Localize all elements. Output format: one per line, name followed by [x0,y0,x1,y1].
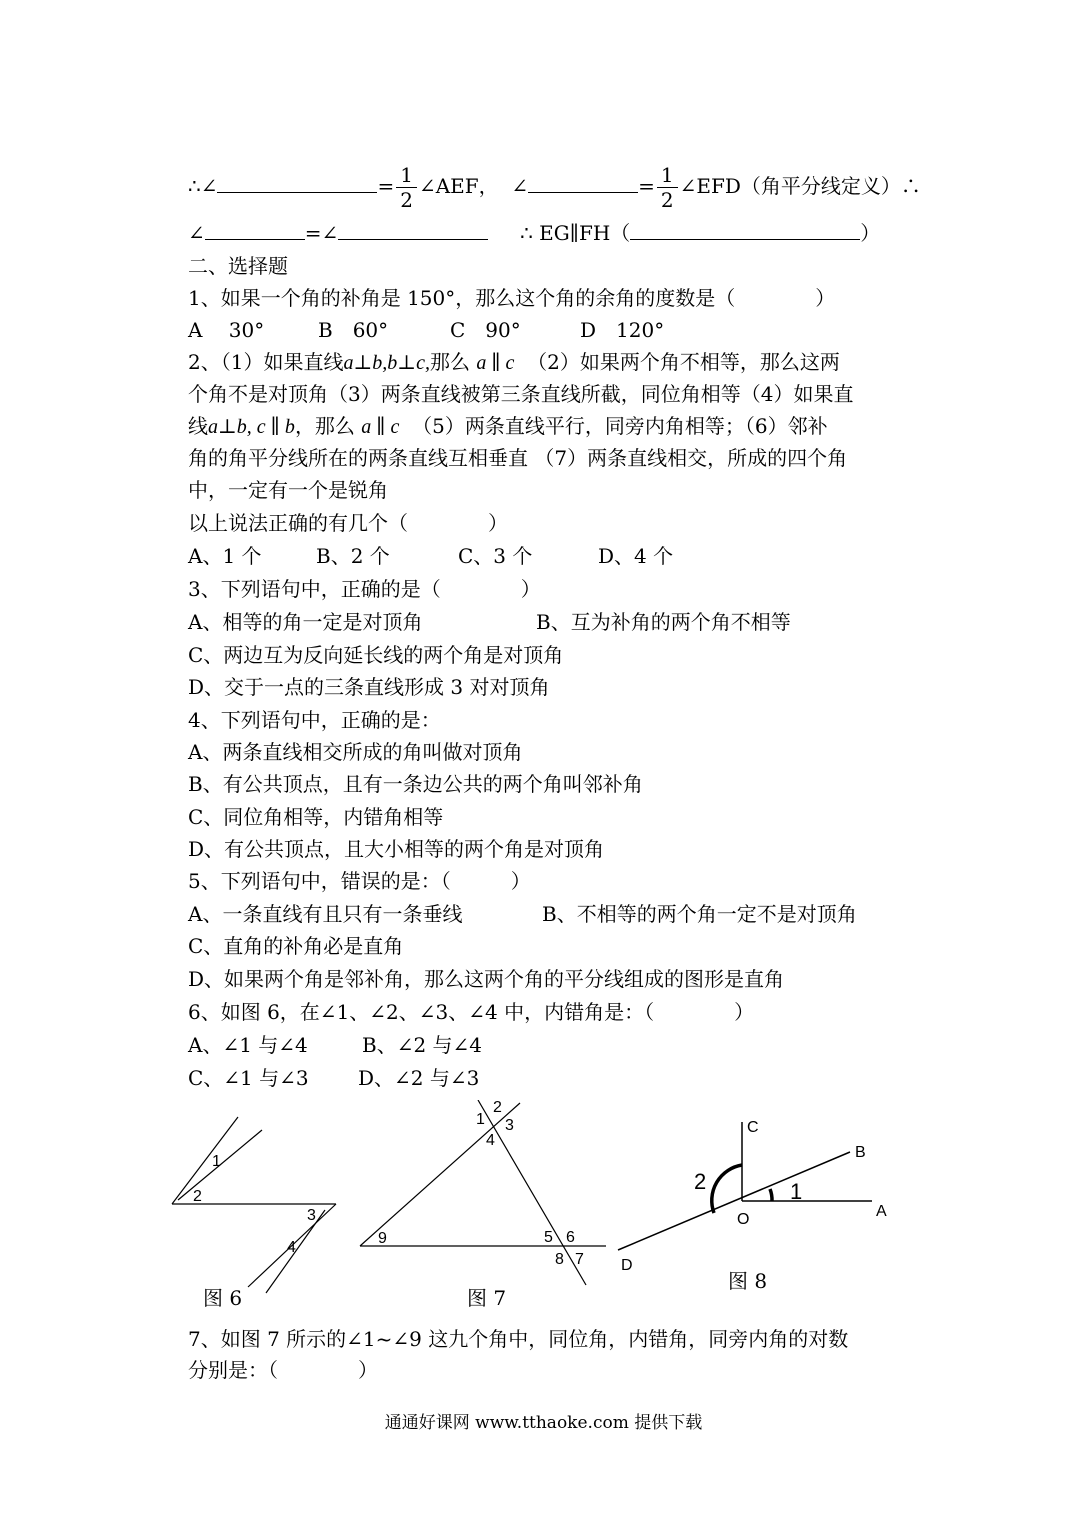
fig7-angle-8: 8 [555,1251,564,1268]
fig7-angle-7: 7 [575,1251,584,1268]
figure-7-caption: 图 7 [467,1286,507,1310]
question-text: （5）两条直线平行，同旁内角相等；（6）邻补 [412,414,828,438]
fraction-denominator: 2 [400,188,413,212]
option-d[interactable]: D、4 个 [598,544,674,568]
question-5-options-ab [188,899,857,929]
option-a[interactable]: A 30° [188,318,265,342]
question-5: 5、下列语句中，错误的是：（ ） [188,869,531,893]
proof-text: ∴ EG∥FH（ [520,221,631,245]
fig8-point-d: D [621,1257,633,1274]
fig7-angle-6: 6 [566,1229,575,1246]
fig6-line [172,1117,238,1204]
fig7-angle-5: 5 [544,1229,553,1246]
option-d[interactable]: D 120° [580,318,665,342]
figure-6-caption: 图 6 [203,1286,243,1310]
option-a[interactable]: A、两条直线相交所成的角叫做对顶角 [188,740,523,764]
fraction-half [657,163,678,212]
fraction-numerator: 1 [657,163,678,188]
fig7-angle-3: 3 [505,1117,514,1134]
question-4: 4、下列语句中，正确的是： [188,708,441,732]
proof-text: =∠ [304,221,339,245]
fig8-angle-2-label: 2 [694,1169,707,1194]
question-2-line-4: 角的角平分线所在的两条直线互相垂直 （7）两条直线相交，所成的四个角 [188,446,848,470]
question-3-options-ab [188,607,791,637]
proof-text: = [377,174,395,198]
fraction-half [396,163,417,212]
option-b[interactable]: B、有公共顶点，且有一条边公共的两个角叫邻补角 [188,772,643,796]
math-expression: a ∥ c [476,352,515,374]
figure-8-caption: 图 8 [728,1269,768,1293]
page-footer: 通通好课网 www.tthaoke.com 提供下载 [384,1413,703,1433]
question-2-line-6: 以上说法正确的有几个（ ） [188,511,508,535]
option-a[interactable]: A、相等的角一定是对顶角 [188,610,423,634]
fig8-angle-2-arc [712,1165,742,1213]
option-b[interactable]: B 60° [318,318,389,342]
option-c[interactable]: C、直角的补角必是直角 [188,934,404,958]
fig6-angle-1: 1 [212,1153,221,1170]
option-c[interactable]: C、同位角相等，内错角相等 [188,805,444,829]
fig8-angle-1-label: 1 [790,1179,803,1204]
option-b[interactable]: B、∠2 与∠4 [362,1033,483,1057]
figures-area [0,1100,1087,1330]
question-6-options-cd [188,1063,479,1093]
question-text: （2）如果两个角不相等，那么这两 [527,350,840,374]
proof-line-1 [188,158,921,214]
question-1-options [188,315,664,345]
proof-text: ∠ [188,221,205,245]
question-1: 1、如果一个角的补角是 150°，那么这个角的余角的度数是（ ） [188,286,836,310]
fig8-point-b: B [855,1144,866,1161]
option-c[interactable]: C、3 个 [458,544,533,568]
fraction-numerator: 1 [396,163,417,188]
fig6-angle-2: 2 [193,1188,202,1205]
math-expression: a⊥b,b⊥c, [343,352,430,374]
fig8-point-a: A [876,1203,887,1220]
question-2-line-2: 个角不是对顶角（3）两条直线被第三条直线所截，同位角相等（4）如果直 [188,382,854,406]
option-b[interactable]: B、不相等的两个角一定不是对顶角 [542,902,857,926]
question-2-line-3 [188,411,828,442]
answer-blank[interactable] [205,219,305,240]
question-2-line-5: 中，一定有一个是锐角 [188,478,388,502]
option-c[interactable]: C 90° [450,318,521,342]
fig8-angle-1-arc [770,1189,772,1201]
proof-text: = [638,174,655,198]
option-d[interactable]: D、交于一点的三条直线形成 3 对对顶角 [188,675,550,699]
option-c[interactable]: C、∠1 与∠3 [188,1066,309,1090]
question-text: 那么 [429,350,470,374]
fig7-angle-4: 4 [486,1132,495,1149]
question-text: ，那么 [294,414,355,438]
question-2-options [188,541,673,571]
answer-blank[interactable] [217,172,377,193]
answer-blank[interactable] [630,219,860,240]
proof-line-2 [188,218,880,248]
option-c[interactable]: C、两边互为反向延长线的两个角是对顶角 [188,643,564,667]
proof-text: ∴∠ [188,174,218,198]
question-text: 线 [188,414,208,438]
fig8-point-c: C [747,1119,759,1136]
question-7-line-2: 分别是：（ ） [188,1358,378,1382]
math-expression: a ∥ c [361,416,400,438]
fig7-angle-9: 9 [378,1230,387,1247]
fig8-point-o: O [737,1211,750,1228]
fig7-line [478,1100,586,1285]
proof-text: ∠EFD（角平分线定义）∴ [679,174,921,198]
option-a[interactable]: A、一条直线有且只有一条垂线 [188,902,463,926]
fig6-angle-4: 4 [287,1239,296,1256]
option-a[interactable]: A、1 个 [188,544,262,568]
option-b[interactable]: B、2 个 [316,544,390,568]
fig6-angle-3: 3 [307,1207,316,1224]
question-2-line-1 [188,347,840,378]
proof-text: ∠AEF， [418,174,499,198]
figure-6-diagram [172,1117,336,1293]
question-6: 6、如图 6，在∠1、∠2、∠3、∠4 中，内错角是：（ ） [188,1000,755,1024]
answer-blank[interactable] [528,172,638,193]
proof-text: ） [860,221,881,245]
figure-8-diagram [618,1122,872,1250]
math-expression: a⊥b, c ∥ b [208,416,295,438]
option-d[interactable]: D、∠2 与∠3 [358,1066,480,1090]
fig7-angle-1: 1 [476,1111,485,1128]
question-7-line-1: 7、如图 7 所示的∠1~∠9 这九个角中，同位角，内错角，同旁内角的对数 [188,1327,849,1351]
question-3: 3、下列语句中，正确的是（ ） [188,577,541,601]
option-d[interactable]: D、如果两个角是邻补角，那么这两个角的平分线组成的图形是直角 [188,967,785,991]
answer-blank[interactable] [338,219,488,240]
fig7-angle-2: 2 [493,1100,502,1116]
option-a[interactable]: A、∠1 与∠4 [188,1033,308,1057]
section-title: 二、选择题 [188,254,288,278]
question-6-options-ab [188,1030,482,1060]
fraction-denominator: 2 [660,188,674,212]
fig7-line [360,1103,520,1246]
option-d[interactable]: D、有公共顶点，且大小相等的两个角是对顶角 [188,837,605,861]
option-b[interactable]: B、互为补角的两个角不相等 [536,610,791,634]
proof-text: ∠ [511,174,529,198]
question-text: 2、（1）如果直线 [188,350,344,374]
